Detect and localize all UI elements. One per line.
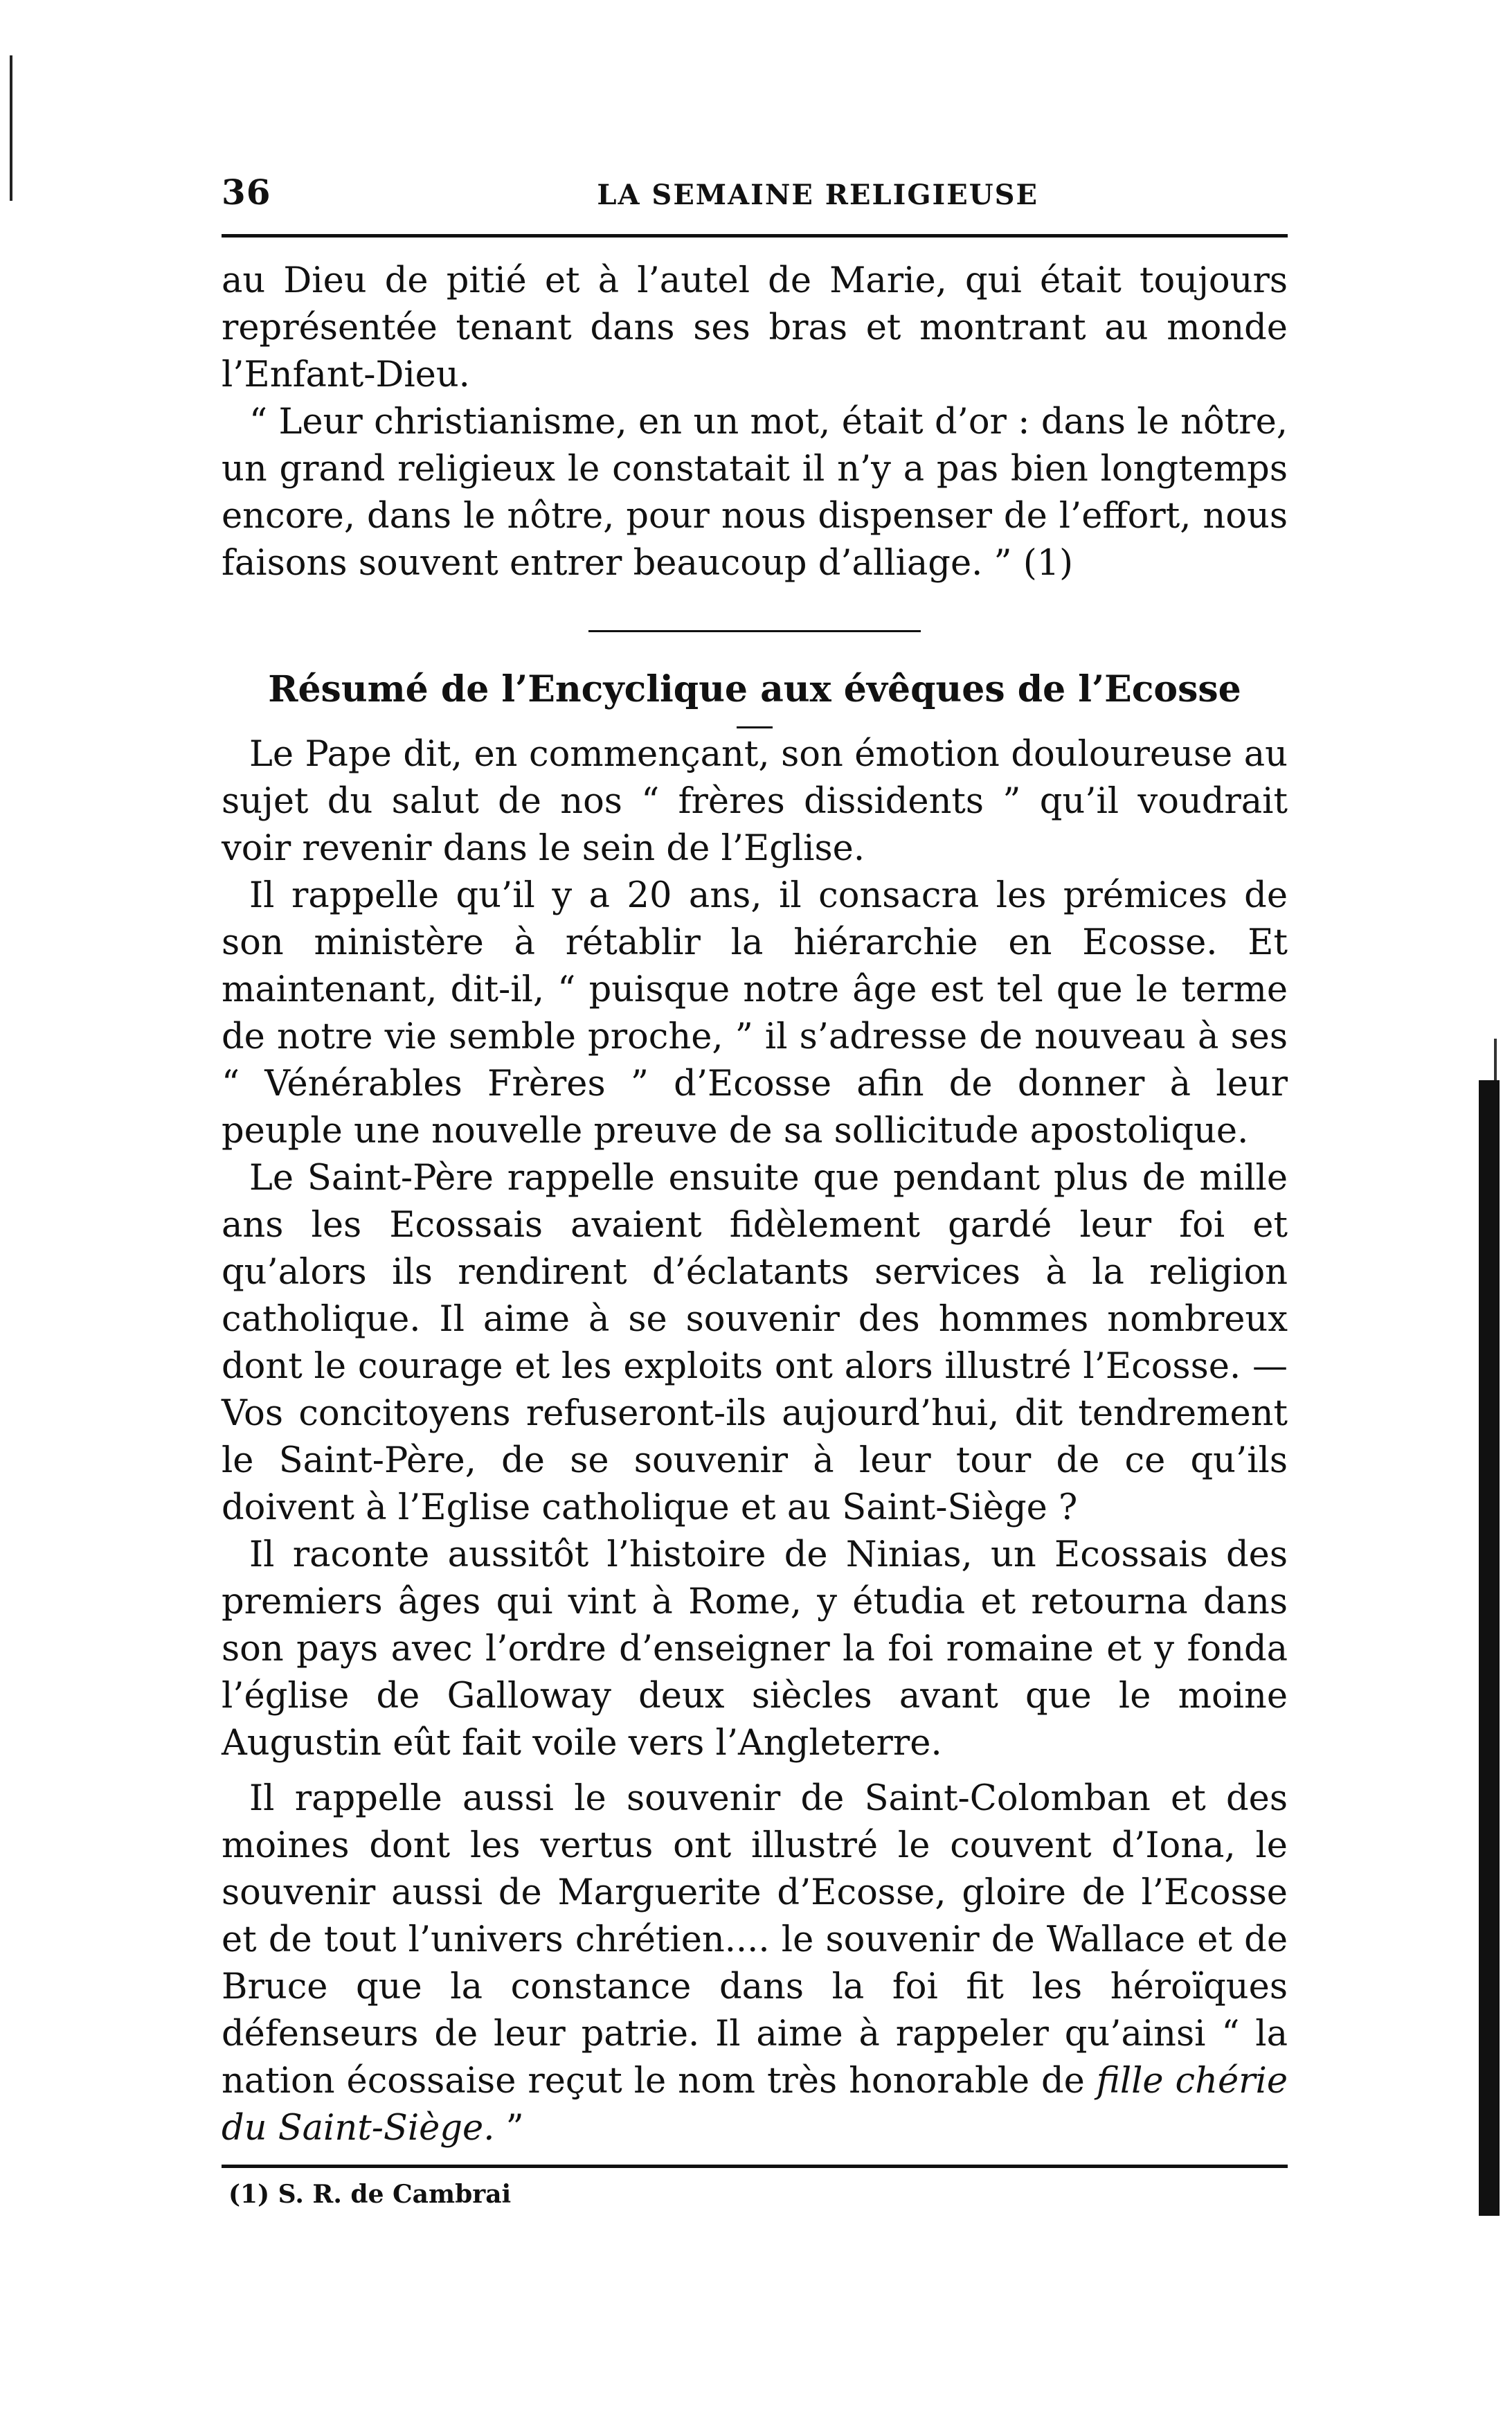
- page-body: [222, 258, 1288, 2211]
- intro-paragraph-2: “ Leur christianisme, en un mot, était d’or : dans le nôtre, un grand religieux le constatait il n’y a pas bien longtemps encore, dans le nôtre, pour nous dispenser de l’effort, nous faisons souvent entrer beaucoup d’alliage. ” (1): [222, 402, 1288, 584]
- scan-edge-right: [1479, 1080, 1500, 2216]
- section-paragraph-5: [222, 1775, 1288, 2152]
- intro-paragraph-1: au Dieu de pitié et à l’autel de Marie, qui était toujours représentée tenant dans ses bras et montrant au monde l’Enfant-Dieu.: [222, 260, 1288, 395]
- scan-edge-left: [10, 55, 12, 201]
- section-divider: [588, 630, 921, 632]
- section-paragraph-5-text: Il rappelle aussi le souvenir de Saint-Colomban et des moines dont les vertus ont illustré le couvent d’Iona, le souvenir aussi de Marguerite d’Ecosse, gloire de l’Ecosse et de tout l’univers chrétien.... le souvenir de Wallace et de Bruce que la constance dans la foi fit les héroïques défenseurs de leur patrie. Il aime à rappeler qu’ainsi “ la nation écossaise reçut le nom très honorable de: [222, 1778, 1288, 2102]
- footnote-rule: [222, 2165, 1288, 2168]
- section-paragraph-1: Le Pape dit, en commençant, son émotion douloureuse au sujet du salut de nos “ frères dissidents ” qu’il voudrait voir revenir dans le sein de l’Eglise.: [222, 734, 1288, 869]
- section-paragraph-4: Il raconte aussitôt l’histoire de Ninias, un Ecossais des premiers âges qui vint à Rome, y étudia et retourna dans son pays avec l’ordre d’enseigner la foi romaine et y fonda l’église de Galloway deux siècles avant que le moine Augustin eût fait voile vers l’Angleterre.: [222, 1534, 1288, 1764]
- section-title-dash: [737, 726, 773, 728]
- section-paragraph-5-closing: ”: [494, 2108, 524, 2149]
- section-title: Résumé de l’Encyclique aux évêques de l’Ecosse: [268, 668, 1241, 710]
- section-paragraph-3: Le Saint-Père rappelle ensuite que pendant plus de mille ans les Ecossais avaient fidèlement gardé leur foi et qu’alors ils rendirent d’éclatants services à la religion catholique. Il aime à se souvenir des hommes nombreux dont le courage et les exploits ont alors illustré l’Ecosse. — Vos concitoyens refuseront-ils aujourd’hui, dit tendrement le Saint-Père, de se souvenir à leur tour de ce qu’ils doivent à l’Eglise catholique et au Saint-Siège ?: [222, 1158, 1288, 1528]
- section-paragraph-2: Il rappelle qu’il y a 20 ans, il consacra les prémices de son ministère à rétablir la hiérarchie en Ecosse. Et maintenant, dit-il, “ puisque notre âge est tel que le terme de notre vie semble proche, ” il s’adresse de nouveau à ses “ Vénérables Frères ” d’Ecosse afin de donner à leur peuple une nouvelle preuve de sa sollicitude apostolique.: [222, 875, 1288, 1152]
- section-paragraph-5-italic: fille chérie du Saint-Siège.: [222, 2061, 1288, 2149]
- running-title: LA SEMAINE RELIGIEUSE: [597, 179, 1038, 211]
- footnote: (1) S. R. de Cambrai: [228, 2180, 512, 2209]
- page-header: [222, 172, 1288, 213]
- page-number: 36: [222, 172, 271, 213]
- header-rule: [222, 234, 1288, 238]
